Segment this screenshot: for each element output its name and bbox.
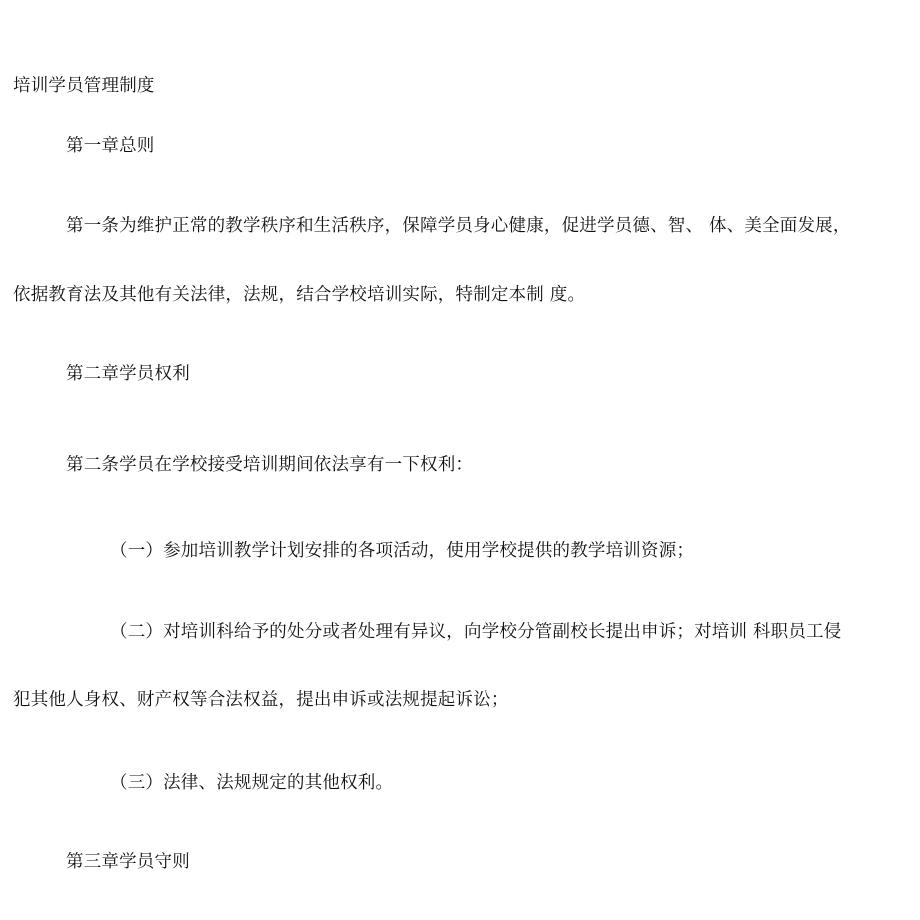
list-item-2-line-1: （二）对培训科给予的处分或者处理有异议，向学校分管副校长提出申诉；对培训 科职员工侵: [110, 622, 842, 642]
chapter-3-heading: 第三章学员守则: [66, 852, 190, 872]
list-item-1: （一）参加培训教学计划安排的各项活动，使用学校提供的教学培训资源；: [110, 541, 695, 561]
document-title: 培训学员管理制度: [13, 76, 155, 96]
chapter-1-heading: 第一章总则: [66, 136, 155, 156]
article-2: 第二条学员在学校接受培训期间依法享有一下权利：: [66, 455, 474, 475]
article-1-line-2: 依据教育法及其他有关法律，法规，结合学校培训实际，特制定本制 度。: [13, 285, 586, 305]
chapter-2-heading: 第二章学员权利: [66, 364, 190, 384]
article-1-line-1: 第一条为维护正常的教学秩序和生活秩序，保障学员身心健康，促进学员德、智、 体、美全面发展，: [66, 216, 851, 236]
list-item-3: （三）法律、法规规定的其他权利。: [110, 773, 394, 793]
list-item-2-line-2: 犯其他人身权、财产权等合法权益，提出申诉或法规提起诉讼；: [13, 690, 509, 710]
